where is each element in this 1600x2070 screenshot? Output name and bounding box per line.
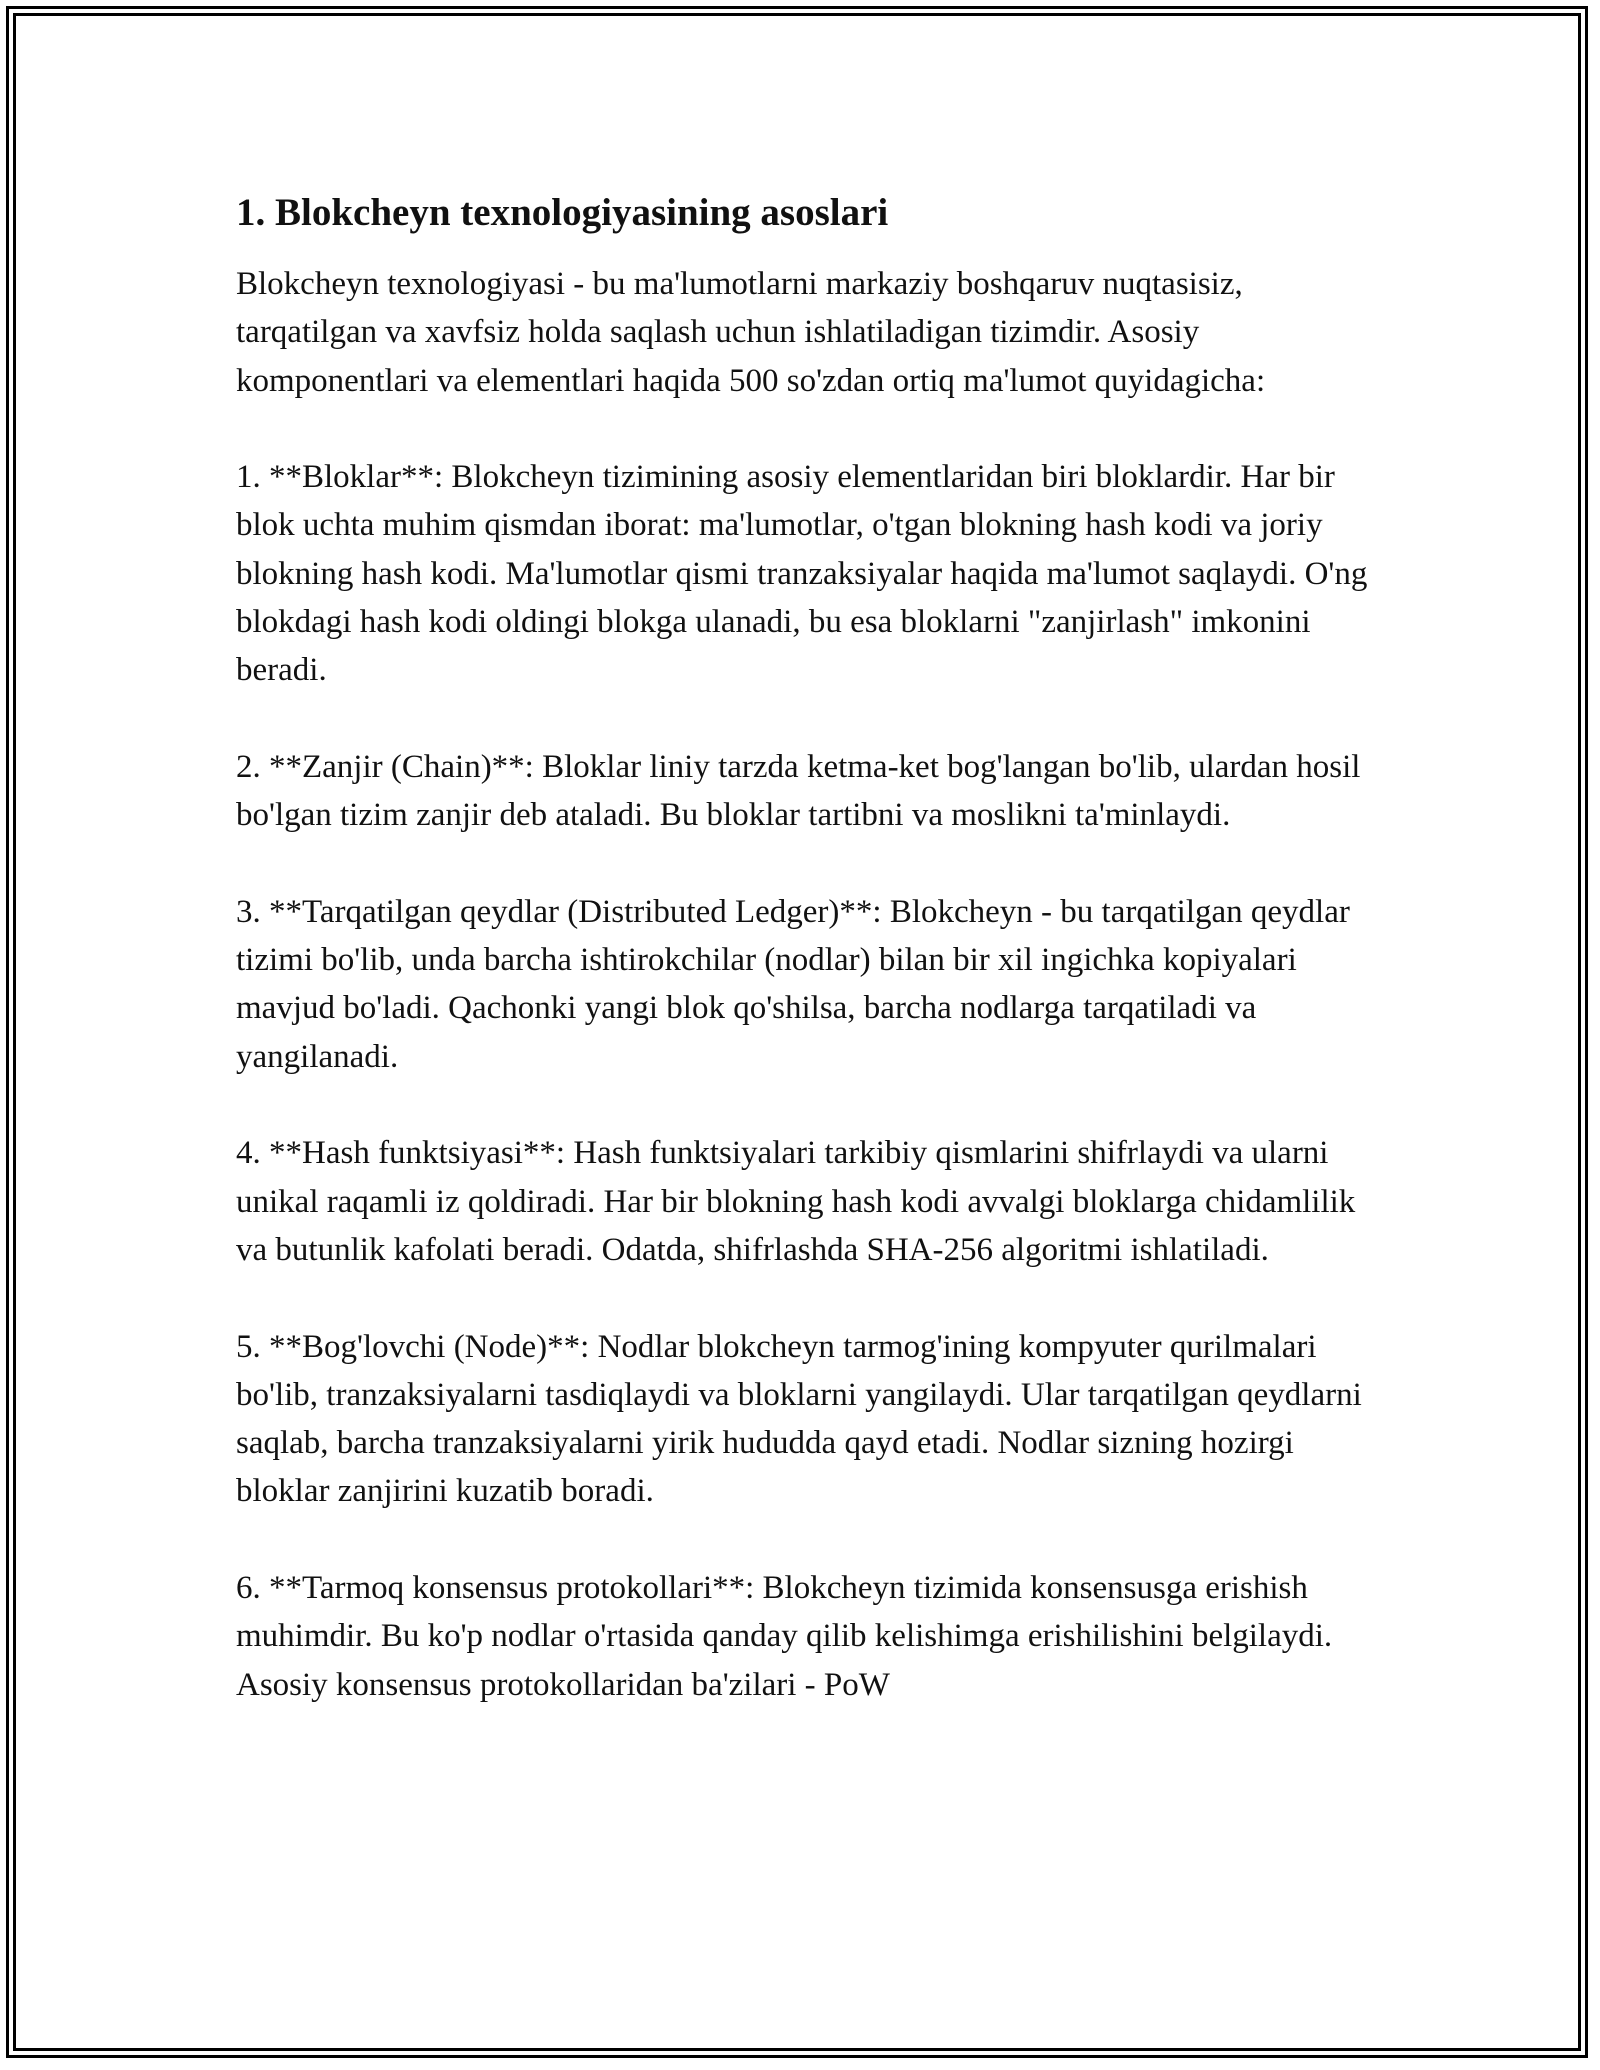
paragraph-consensus: 6. **Tarmoq konsensus protokollari**: Blokcheyn tizimida konsensusga erishish muhimdir. Bu ko'p nodlar o'rtasida qanday qilib kelishimga erishilishini belgilaydi. Asosiy konsensus protokollaridan ba'zilari - PoW [236, 1570, 1333, 1703]
paragraph-chain: 2. **Zanjir (Chain)**: Bloklar liniy tarzda ketma-ket bog'langan bo'lib, ulardan hosil bo'lgan tizim zanjir deb ataladi. Bu bloklar tartibni va moslikni ta'minlaydi. [236, 748, 1361, 834]
paragraph-distributed-ledger: 3. **Tarqatilgan qeydlar (Distributed Ledger)**: Blokcheyn - bu tarqatilgan qeydlar tizimi bo'lib, unda barcha ishtirokchilar (nodlar) bilan bir xil ingichka kopiyalari mavjud bo'ladi. Qachonki yangi blok qo'shilsa, barcha nodlarga tarqatiladi va yangilanadi. [236, 893, 1350, 1075]
paragraph-node: 5. **Bog'lovchi (Node)**: Nodlar blokcheyn tarmog'ining kompyuter qurilmalari bo'lib, tranzaksiyalarni tasdiqlaydi va bloklarni yangilaydi. Ular tarqatilgan qeydlarni saqlab, barcha tranzaksiyalarni yirik hududda qayd etadi. Nodlar sizning hozirgi bloklar zanjirini kuzatib boradi. [236, 1328, 1362, 1510]
intro-paragraph: Blokcheyn texnologiyasi - bu ma'lumotlarni markaziy boshqaruv nuqtasisiz, tarqatilgan va xavfsiz holda saqlash uchun ishlatiladigan tizimdir. Asosiy komponentlari va elementlari haqida 500 so'zdan ortiq ma'lumot quyidagicha: [236, 266, 1266, 399]
document-body [236, 188, 1376, 1757]
paragraph-blocks: 1. **Bloklar**: Blokcheyn tizimining asosiy elementlaridan biri bloklardir. Har bir blok uchta muhim qismdan iborat: ma'lumotlar, o'tgan blokning hash kodi va joriy blokning hash kodi. Ma'lumotlar qismi tranzaksiyalar haqida ma'lumot saqlaydi. O'ng blokdagi hash kodi oldingi blokga ulanadi, bu esa bloklarni "zanjirlash" imkonini beradi. [236, 459, 1368, 689]
paragraph-hash-function: 4. **Hash funktsiyasi**: Hash funktsiyalari tarkibiy qismlarini shifrlaydi va ularni unikal raqamli iz qoldiradi. Har bir blokning hash kodi avvalgi bloklarga chidamlilik va butunlik kafolati beradi. Odatda, shifrlashda SHA-256 algoritmi ishlatiladi. [236, 1135, 1356, 1268]
section-heading: 1. Blokcheyn texnologiyasining asoslari [236, 191, 889, 234]
